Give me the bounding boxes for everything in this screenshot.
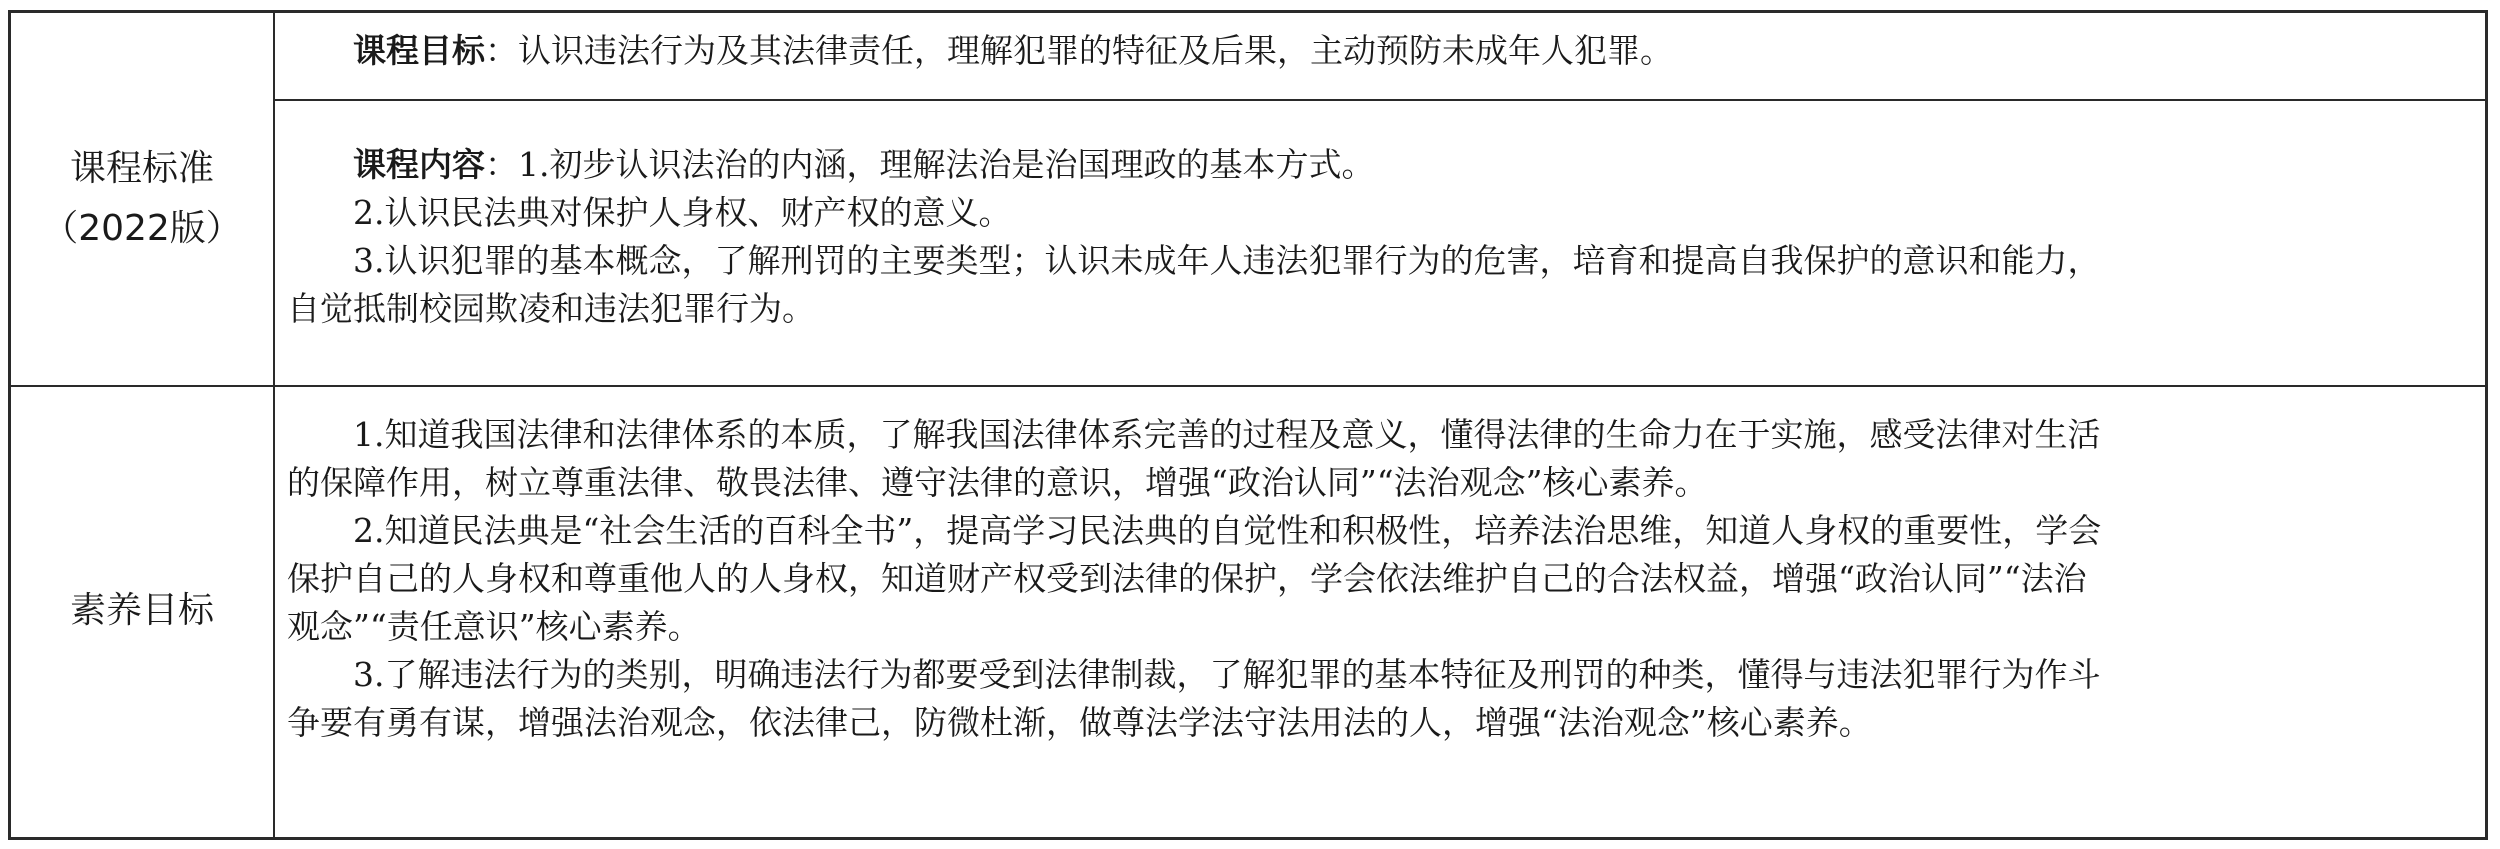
literacy-line: 1.知道我国法律和法律体系的本质，了解我国法律体系完善的过程及意义，懂得法律的生命力在于实施，感受法律对生活 <box>353 415 2101 454</box>
literacy-line: 保护自己的人身权和尊重他人的人身权，知道财产权受到法律的保护，学会依法维护自己的合法权益，增强“政治认同”“法治 <box>287 559 2087 598</box>
label-line-2: （2022版） <box>42 208 242 249</box>
literacy-goals-cell <box>275 411 2485 747</box>
row-label-literacy <box>11 385 273 837</box>
course-content-line-1 <box>287 141 2475 189</box>
course-content-line-2: 2.认识民法典对保护人身权、财产权的意义。 <box>353 193 1012 232</box>
row-divider-main <box>11 385 2485 387</box>
course-goal-line <box>287 27 2475 75</box>
literacy-line: 观念”“责任意识”核心素养。 <box>287 607 701 646</box>
course-goal-text: ：认识违法行为及其法律责任，理解犯罪的特征及后果，主动预防未成年人犯罪。 <box>485 31 1673 70</box>
standards-table <box>8 10 2488 840</box>
literacy-label: 素养目标 <box>69 590 214 631</box>
course-content-lead: 课程内容 <box>353 145 485 184</box>
course-content-cell <box>275 141 2485 333</box>
course-content-line-3a: 3.认识犯罪的基本概念，了解刑罚的主要类型；认识未成年人违法犯罪行为的危害，培育和提高自我保护的意识和能力， <box>353 241 2101 280</box>
literacy-line: 争要有勇有谋，增强法治观念，依法律己，防微杜渐，做尊法学法守法用法的人，增强“法治观念”核心素养。 <box>287 703 1872 742</box>
course-content-line-3b: 自觉抵制校园欺凌和违法犯罪行为。 <box>287 289 815 328</box>
row-label-standard <box>11 13 273 385</box>
literacy-line: 2.知道民法典是“社会生活的百科全书”，提高学习民法典的自觉性和积极性，培养法治思维，知道人身权的重要性，学会 <box>353 511 2102 550</box>
literacy-line: 的保障作用，树立尊重法律、敬畏法律、遵守法律的意识，增强“政治认同”“法治观念”核心素养。 <box>287 463 1708 502</box>
row-divider-goal <box>273 99 2485 101</box>
label-line-1: 课程标准 <box>69 148 214 189</box>
course-goal-cell <box>275 27 2485 75</box>
course-content-text-1: ：1.初步认识法治的内涵，理解法治是治国理政的基本方式。 <box>485 145 1375 184</box>
literacy-line: 3.了解违法行为的类别，明确违法行为都要受到法律制裁，了解犯罪的基本特征及刑罚的种类，懂得与违法犯罪行为作斗 <box>353 655 2101 694</box>
course-goal-lead: 课程目标 <box>353 31 485 70</box>
